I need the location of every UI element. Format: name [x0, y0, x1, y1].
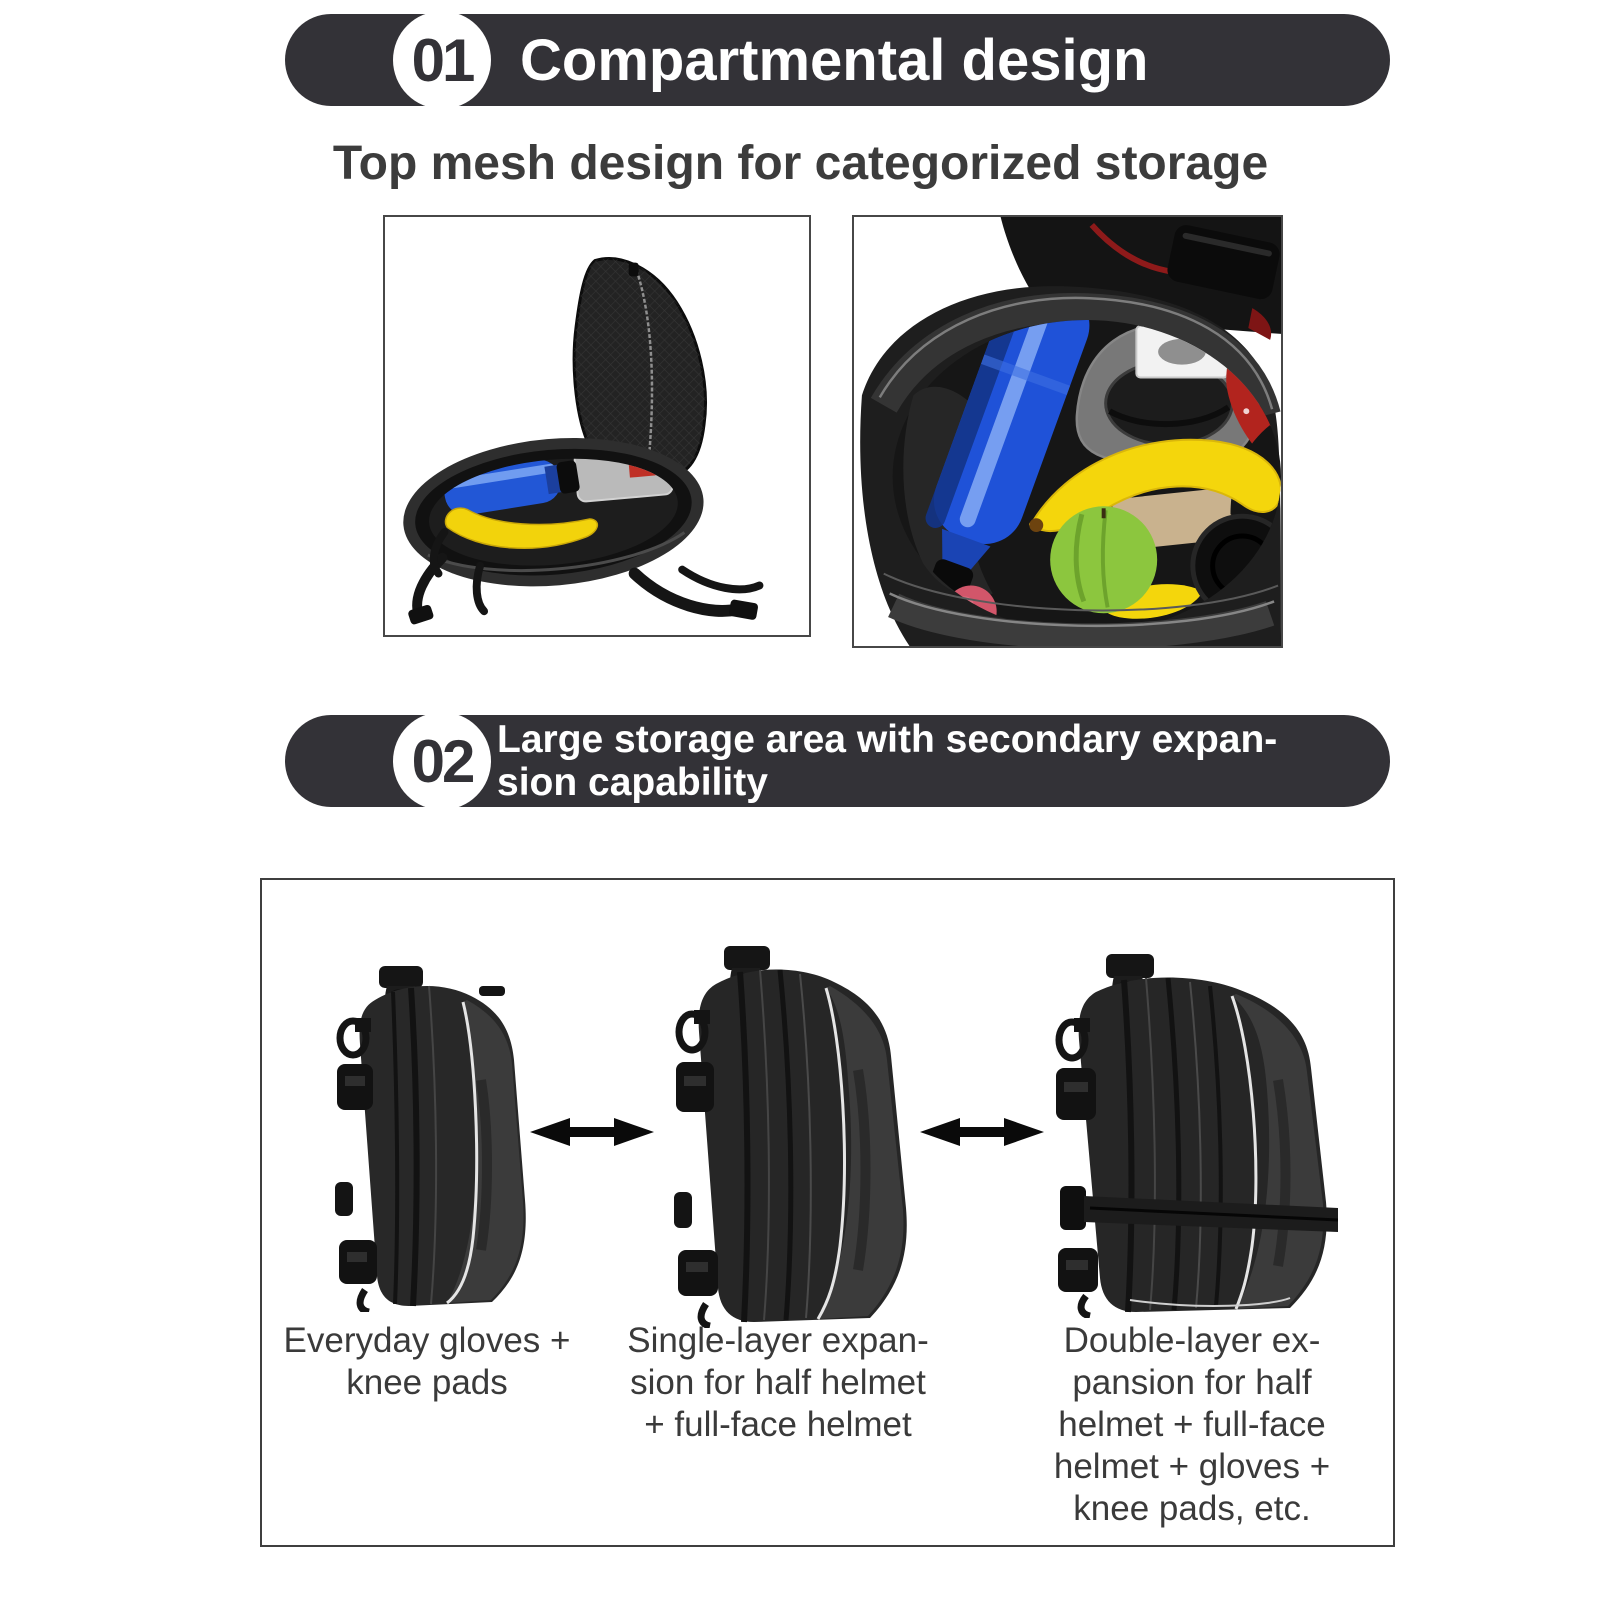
stage3-caption-line: helmet + gloves + — [1053, 1447, 1331, 1486]
stage3-caption-line: Double-layer ex- — [1063, 1321, 1321, 1360]
section2-title-line1: Large storage area with secondary expan- — [497, 718, 1278, 761]
section1-title: Compartmental design — [520, 27, 1149, 93]
expand-arrow-icon — [920, 1116, 1044, 1148]
section2-number: 02 — [411, 727, 473, 795]
stage2-caption-line: sion for half helmet — [630, 1363, 926, 1402]
stage1-caption-line: Everyday gloves + — [283, 1321, 571, 1360]
open-bag-illustration — [385, 217, 809, 635]
stage1-caption-line: knee pads — [346, 1363, 508, 1402]
section2-title — [497, 718, 1277, 804]
section2-banner — [285, 715, 1390, 807]
section1-subtitle: Top mesh design for categorized storage — [332, 137, 1269, 190]
stage2-caption-line: Single-layer expan- — [627, 1321, 929, 1360]
section1-number-badge — [393, 11, 491, 109]
stage2-caption — [622, 1320, 934, 1446]
stage3-caption — [1032, 1320, 1352, 1530]
packed-compartment-illustration — [854, 217, 1281, 646]
section1-number: 01 — [411, 26, 473, 94]
bag-compact-illustration — [329, 960, 534, 1312]
bag-single-expansion-illustration — [662, 940, 917, 1328]
section2-title-line2: sion capability — [497, 761, 768, 804]
section2-number-badge — [393, 712, 491, 810]
section1-banner — [285, 14, 1390, 106]
stage3-caption-line: helmet + full-face — [1058, 1405, 1326, 1444]
stage2-caption-line: + full-face helmet — [644, 1405, 912, 1444]
stage3-caption-line: knee pads, etc. — [1073, 1489, 1311, 1528]
expand-arrow-icon — [530, 1116, 654, 1148]
stage1-caption — [282, 1320, 572, 1404]
bag-double-expansion-illustration — [1040, 950, 1338, 1318]
expansion-stages-panel — [260, 878, 1395, 1547]
photo-open-bag — [383, 215, 811, 637]
photo-packed-compartment — [852, 215, 1283, 648]
stage3-caption-line: pansion for half — [1072, 1363, 1312, 1402]
